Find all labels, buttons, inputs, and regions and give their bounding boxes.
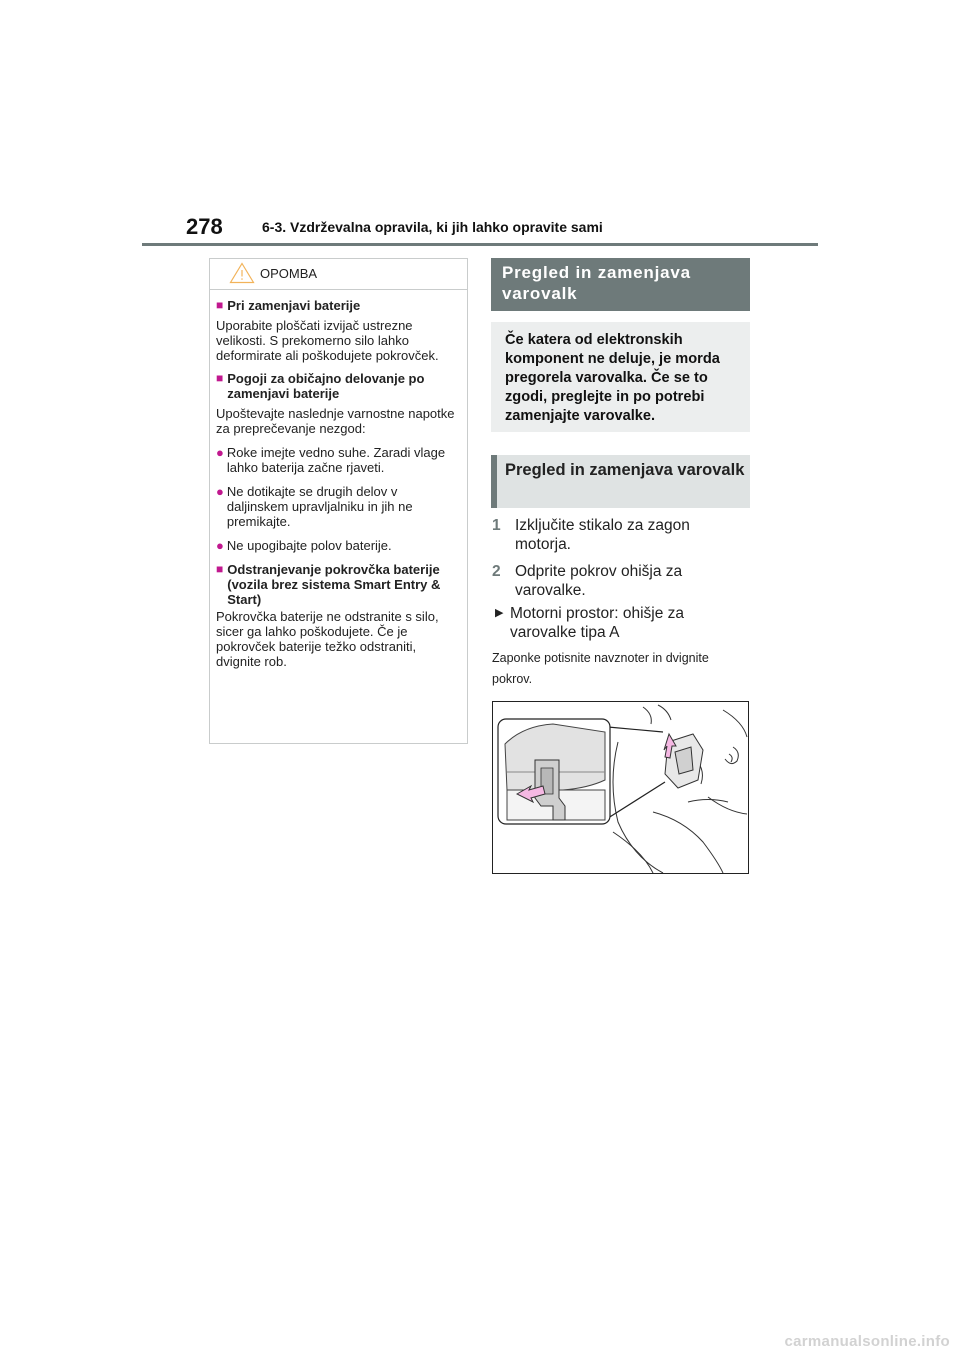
section-heading: [491, 258, 750, 311]
notice-bullet: ● Ne upogibajte polov baterije.: [216, 538, 392, 553]
intro-text: Če katera od elektronskih komponent ne deluje, je morda pregorela varovalka. Če se to zgodi, preglejte in po potrebi zamenjajte varovalke.: [505, 332, 720, 424]
section-heading-text: Pregled in zamenjava varovalk: [502, 263, 691, 303]
subheading-bar: [491, 455, 750, 508]
notice-paragraph: Uporabite ploščati izvijač ustrezne velikosti. S prekomerno silo lahko deformirate ali poškodujete pokrovček.: [216, 318, 439, 363]
step-2: [492, 562, 742, 600]
watermark: carmanualsonline.info: [784, 1333, 950, 1350]
header-rule: [142, 243, 818, 246]
circle-bullet-icon: ●: [216, 445, 224, 460]
notice-bullet: ● Roke imejte vedno suhe. Zaradi vlage lahko baterija začne rjaveti.: [216, 445, 446, 475]
warning-triangle-icon: [229, 262, 255, 284]
square-bullet-icon: ■: [216, 562, 224, 576]
step-text: Izključite stikalo za zagon motorja.: [515, 517, 690, 553]
triangle-bullet: [495, 604, 745, 642]
notice-box: [209, 258, 468, 744]
fuse-box-illustration: [492, 701, 749, 874]
square-bullet-icon: ■: [216, 298, 224, 312]
fuse-box-drawing: [493, 702, 748, 873]
page-number: 278: [186, 214, 223, 239]
step-1: [492, 516, 742, 554]
square-bullet-icon: ■: [216, 371, 224, 385]
intro-box: [491, 322, 750, 432]
notice-bullet: ● Ne dotikajte se drugih delov v daljinskem upravljalniku in jih ne premikajte.: [216, 484, 413, 529]
instruction-note: Zaponke potisnite navznoter in dvignite pokrov.: [492, 651, 709, 686]
notice-paragraph: Pokrovčka baterije ne odstranite s silo, sicer ga lahko poškodujete. Če je pokrovček baterije težko odstraniti, dvignite rob.: [216, 609, 439, 669]
step-number: 2: [492, 563, 501, 580]
notice-paragraph: Upoštevajte naslednje varnostne napotke za preprečevanje nezgod:: [216, 406, 455, 436]
triangle-bullet-text: Motorni prostor: ohišje za varovalke tipa A: [510, 605, 685, 641]
step-text: Odprite pokrov ohišja za varovalke.: [515, 563, 683, 599]
triangle-right-icon: ▶: [495, 607, 504, 619]
subheading-text: Pregled in zamenjava varovalk: [505, 461, 745, 479]
notice-subheading: ■ Odstranjevanje pokrovčka baterije (vozila brez sistema Smart Entry & Start): [216, 562, 441, 607]
notice-subheading: ■ Pri zamenjavi baterije: [216, 298, 361, 313]
notice-subheading: ■ Pogoji za običajno delovanje po zamenjavi baterije: [216, 371, 425, 401]
section-title: 6-3. Vzdrževalna opravila, ki jih lahko opravite sami: [262, 219, 603, 235]
circle-bullet-icon: ●: [216, 484, 224, 499]
subheading-stripe: [491, 455, 497, 508]
notice-header: [210, 259, 467, 290]
notice-label: OPOMBA: [260, 266, 318, 281]
circle-bullet-icon: ●: [216, 538, 224, 553]
notice-body: [210, 290, 467, 669]
step-number: 1: [492, 517, 501, 534]
